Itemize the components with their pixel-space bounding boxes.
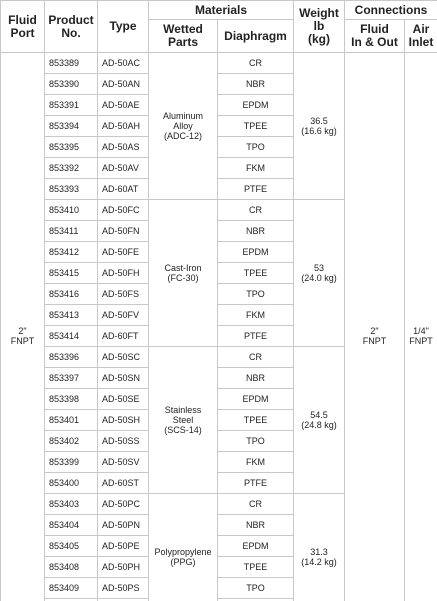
header-type: Type	[98, 1, 149, 53]
header-weight: Weight lb (kg)	[294, 1, 345, 53]
header-product-no: Product No.	[45, 1, 98, 53]
header-connections: Connections	[345, 1, 437, 20]
diaphragm-cell: TPEE	[218, 557, 294, 578]
type-cell: AD-50FC	[98, 200, 149, 221]
type-cell: AD-50PH	[98, 557, 149, 578]
product-no-cell: 853410	[45, 200, 98, 221]
wetted-parts-cell: Stainless Steel (SCS-14)	[149, 347, 218, 494]
diaphragm-cell: TPO	[218, 284, 294, 305]
air-inlet-cell: 1/4" FNPT	[405, 53, 437, 601]
product-no-cell: 853411	[45, 221, 98, 242]
product-no-cell: 853403	[45, 494, 98, 515]
table-row	[1, 53, 437, 74]
diaphragm-cell: PTFE	[218, 326, 294, 347]
type-cell: AD-50AS	[98, 137, 149, 158]
diaphragm-cell: PTFE	[218, 179, 294, 200]
type-cell: AD-50SC	[98, 347, 149, 368]
weight-cell: 53 (24.0 kg)	[294, 200, 345, 347]
type-cell: AD-50PN	[98, 515, 149, 536]
diaphragm-cell: CR	[218, 494, 294, 515]
type-cell: AD-50PE	[98, 536, 149, 557]
header-materials: Materials	[149, 1, 294, 20]
product-no-cell: 853405	[45, 536, 98, 557]
header-fluid-in-out: Fluid In & Out	[345, 20, 405, 53]
header-row-top	[1, 1, 437, 20]
product-no-cell: 853399	[45, 452, 98, 473]
product-no-cell: 853414	[45, 326, 98, 347]
product-no-cell: 853416	[45, 284, 98, 305]
type-cell: AD-50PS	[98, 578, 149, 599]
diaphragm-cell: NBR	[218, 368, 294, 389]
diaphragm-cell: TPO	[218, 578, 294, 599]
diaphragm-cell: FKM	[218, 452, 294, 473]
type-cell: AD-60FT	[98, 326, 149, 347]
diaphragm-cell: PTFE	[218, 473, 294, 494]
type-cell: AD-50AN	[98, 74, 149, 95]
type-cell: AD-50FN	[98, 221, 149, 242]
header-air-inlet: Air Inlet	[405, 20, 437, 53]
diaphragm-cell: TPEE	[218, 263, 294, 284]
type-cell: AD-50FE	[98, 242, 149, 263]
diaphragm-cell: NBR	[218, 515, 294, 536]
type-cell: AD-50FV	[98, 305, 149, 326]
type-cell: AD-50SV	[98, 452, 149, 473]
diaphragm-cell: EPDM	[218, 389, 294, 410]
product-no-cell: 853415	[45, 263, 98, 284]
product-no-cell: 853393	[45, 179, 98, 200]
table-body	[1, 53, 437, 601]
type-cell: AD-50FH	[98, 263, 149, 284]
header-diaphragm: Diaphragm	[218, 20, 294, 53]
product-no-cell: 853412	[45, 242, 98, 263]
type-cell: AD-50AH	[98, 116, 149, 137]
diaphragm-cell: TPO	[218, 137, 294, 158]
diaphragm-cell: FKM	[218, 305, 294, 326]
type-cell: AD-50AV	[98, 158, 149, 179]
type-cell: AD-60AT	[98, 179, 149, 200]
product-no-cell: 853413	[45, 305, 98, 326]
product-no-cell: 853401	[45, 410, 98, 431]
diaphragm-cell: FKM	[218, 158, 294, 179]
fluid-in-out-cell: 2" FNPT	[345, 53, 405, 601]
product-no-cell: 853400	[45, 473, 98, 494]
wetted-parts-cell: Aluminum Alloy (ADC-12)	[149, 53, 218, 200]
weight-cell: 54.5 (24.8 kg)	[294, 347, 345, 494]
type-cell: AD-50SH	[98, 410, 149, 431]
header-fluid-port: Fluid Port	[1, 1, 45, 53]
type-cell: AD-50AC	[98, 53, 149, 74]
product-no-cell: 853396	[45, 347, 98, 368]
product-no-cell: 853395	[45, 137, 98, 158]
type-cell: AD-50PC	[98, 494, 149, 515]
product-no-cell: 853392	[45, 158, 98, 179]
product-no-cell: 853390	[45, 74, 98, 95]
weight-cell: 36.5 (16.6 kg)	[294, 53, 345, 200]
diaphragm-cell: TPEE	[218, 410, 294, 431]
product-no-cell: 853394	[45, 116, 98, 137]
diaphragm-cell: TPO	[218, 431, 294, 452]
diaphragm-cell: NBR	[218, 74, 294, 95]
weight-cell: 31.3 (14.2 kg)	[294, 494, 345, 601]
diaphragm-cell: EPDM	[218, 536, 294, 557]
product-no-cell: 853404	[45, 515, 98, 536]
product-no-cell: 853389	[45, 53, 98, 74]
type-cell: AD-50SN	[98, 368, 149, 389]
fluid-port-cell: 2" FNPT	[1, 53, 45, 601]
wetted-parts-cell: Polypropylene (PPG)	[149, 494, 218, 601]
product-no-cell: 853408	[45, 557, 98, 578]
product-no-cell: 853402	[45, 431, 98, 452]
diaphragm-cell: EPDM	[218, 95, 294, 116]
type-cell: AD-50AE	[98, 95, 149, 116]
type-cell: AD-60ST	[98, 473, 149, 494]
header-wetted-parts: Wetted Parts	[149, 20, 218, 53]
type-cell: AD-50SS	[98, 431, 149, 452]
type-cell: AD-50FS	[98, 284, 149, 305]
product-no-cell: 853397	[45, 368, 98, 389]
product-no-cell: 853409	[45, 578, 98, 599]
type-cell: AD-50SE	[98, 389, 149, 410]
product-no-cell: 853391	[45, 95, 98, 116]
diaphragm-cell: TPEE	[218, 116, 294, 137]
diaphragm-cell: EPDM	[218, 242, 294, 263]
diaphragm-cell: CR	[218, 347, 294, 368]
diaphragm-cell: CR	[218, 200, 294, 221]
diaphragm-cell: CR	[218, 53, 294, 74]
diaphragm-cell: NBR	[218, 221, 294, 242]
product-no-cell: 853398	[45, 389, 98, 410]
wetted-parts-cell: Cast-Iron (FC-30)	[149, 200, 218, 347]
